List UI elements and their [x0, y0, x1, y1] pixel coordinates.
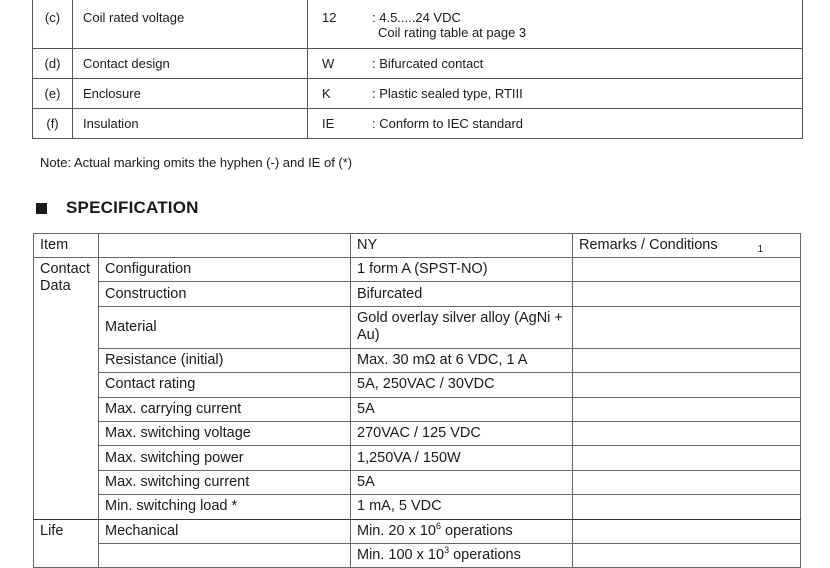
spec-label: Max. switching voltage	[99, 421, 351, 445]
row-code: K	[322, 86, 331, 101]
spec-value: Gold overlay silver alloy (AgNi + Au)	[351, 306, 573, 348]
table-row	[34, 258, 801, 282]
row-code-cell	[308, 0, 803, 49]
spec-label: Max. switching power	[99, 446, 351, 470]
group-contact-data: Contact Data	[34, 258, 99, 520]
table-row	[34, 421, 801, 445]
row-code: IE	[322, 116, 335, 131]
row-desc: : Conform to IEC standard	[372, 116, 524, 131]
spec-remarks	[573, 306, 801, 348]
bullet-square-icon	[36, 203, 47, 214]
spec-label	[99, 543, 351, 567]
table-row	[34, 495, 801, 519]
spec-value: 1,250VA / 150W	[351, 446, 573, 470]
marking-note: Note: Actual marking omits the hyphen (-) and IE of (*)	[40, 155, 353, 170]
spec-value: Max. 30 mΩ at 6 VDC, 1 A	[351, 348, 573, 372]
spec-value: 5A	[351, 397, 573, 421]
row-desc: : 4.5.....24 VDC	[372, 10, 461, 25]
row-item: Coil rated voltage	[73, 0, 308, 49]
spec-value: Min. 20 x $10^6$ operations	[351, 519, 573, 543]
header-remarks: Remarks / Conditions $_1$	[573, 234, 801, 258]
row-item: Contact design	[73, 49, 308, 79]
header-sub	[99, 234, 351, 258]
spec-value: 5A	[351, 470, 573, 494]
specification-table	[33, 233, 801, 568]
row-letter: (f)	[33, 109, 73, 139]
spec-remarks	[573, 258, 801, 282]
row-item: Insulation	[73, 109, 308, 139]
row-letter: (e)	[33, 79, 73, 109]
row-code: 12	[322, 10, 337, 25]
spec-value: 1 mA, 5 VDC	[351, 495, 573, 519]
spec-remarks	[573, 282, 801, 306]
spec-label: Material	[99, 306, 351, 348]
spec-remarks	[573, 421, 801, 445]
spec-remarks	[573, 495, 801, 519]
row-desc-sub: Coil rating table at page 3	[378, 25, 527, 40]
table-row	[34, 348, 801, 372]
spec-label: Contact rating	[99, 373, 351, 397]
spec-remarks	[573, 348, 801, 372]
spec-remarks	[573, 543, 801, 567]
header-item: Item	[34, 234, 99, 258]
spec-value: 270VAC / 125 VDC	[351, 421, 573, 445]
table-row	[34, 397, 801, 421]
spec-label: Min. switching load *	[99, 495, 351, 519]
row-code: W	[322, 56, 335, 71]
table-row	[33, 0, 803, 49]
table-row	[33, 79, 803, 109]
spec-remarks	[573, 373, 801, 397]
table-row	[34, 519, 801, 543]
section-heading	[36, 198, 199, 218]
row-item: Enclosure	[73, 79, 308, 109]
table-header-row	[34, 234, 801, 258]
spec-value: 5A, 250VAC / 30VDC	[351, 373, 573, 397]
row-letter: (c)	[33, 0, 73, 49]
footnote-ref: 1	[757, 243, 764, 255]
spec-label: Max. carrying current	[99, 397, 351, 421]
spec-remarks	[573, 470, 801, 494]
spec-label: Configuration	[99, 258, 351, 282]
spec-value: Bifurcated	[351, 282, 573, 306]
group-life: Life	[34, 519, 99, 568]
spec-value: 1 form A (SPST-NO)	[351, 258, 573, 282]
spec-label: Resistance (initial)	[99, 348, 351, 372]
header-value: NY	[351, 234, 573, 258]
ordering-code-table	[32, 0, 803, 139]
row-letter: (d)	[33, 49, 73, 79]
row-desc: : Plastic sealed type, RTIII	[372, 86, 523, 101]
table-row	[34, 306, 801, 348]
spec-label: Max. switching current	[99, 470, 351, 494]
spec-value: Min. 100 x $10^3$ operations	[351, 543, 573, 567]
row-desc: : Bifurcated contact	[372, 56, 484, 71]
table-row	[34, 543, 801, 567]
section-title: SPECIFICATION	[66, 198, 199, 217]
table-row	[34, 282, 801, 306]
spec-remarks	[573, 519, 801, 543]
spec-label: Construction	[99, 282, 351, 306]
table-row	[34, 470, 801, 494]
spec-label: Mechanical	[99, 519, 351, 543]
table-row	[33, 109, 803, 139]
spec-remarks	[573, 397, 801, 421]
spec-remarks	[573, 446, 801, 470]
table-row	[33, 49, 803, 79]
table-row	[34, 446, 801, 470]
table-row	[34, 373, 801, 397]
